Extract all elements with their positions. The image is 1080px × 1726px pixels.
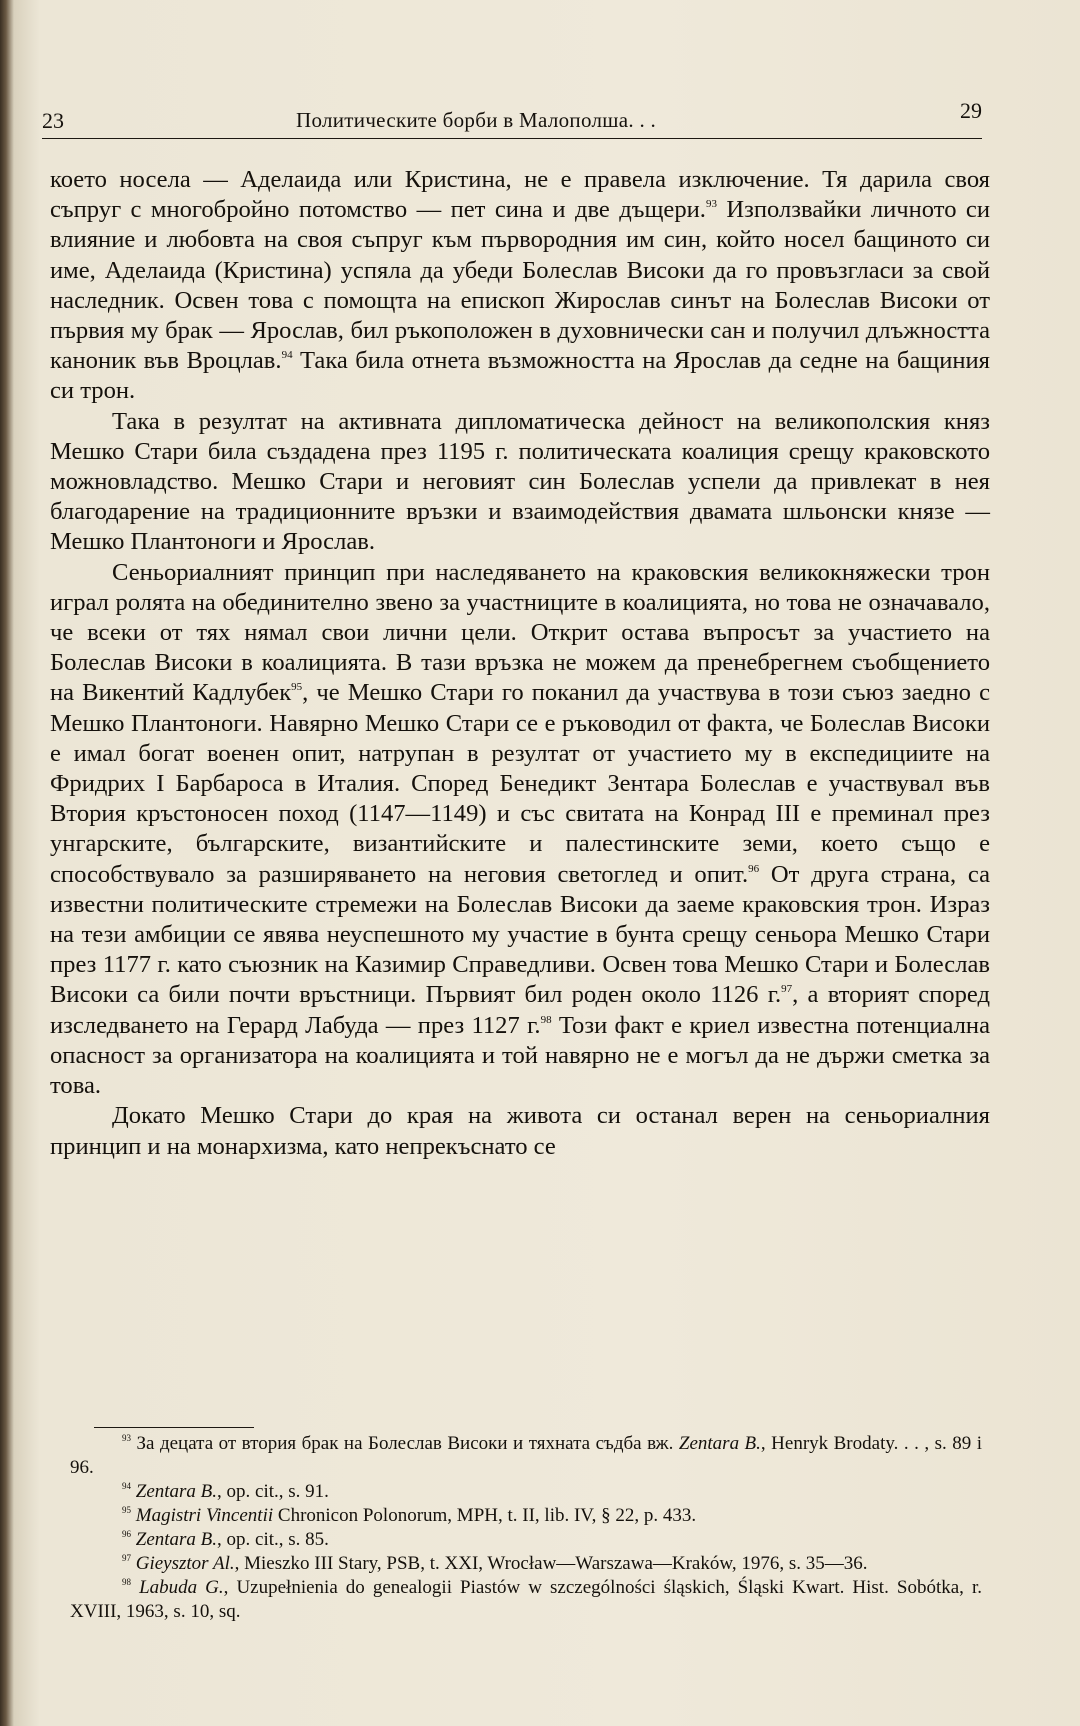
footnote-ref-96: 96 — [748, 862, 760, 875]
footnote-98: $^{98}$ Labuda G., Uzupełnienia do genealogii Piastów w szczególności śląskich, Śląski Kwart. Hist. Sobótka, r. XVIII, 1963, s. 10, sq. — [70, 1577, 982, 1622]
running-title: Политическите борби в Малополша. . . — [296, 108, 657, 132]
footnotes — [70, 1432, 982, 1624]
chapter-number: 23 — [42, 108, 64, 133]
running-header — [42, 98, 982, 139]
footnote-ref-98: 98 — [540, 1013, 552, 1026]
footnote-ref-97: 97 — [781, 983, 793, 996]
paragraph-2: Така в резултат на активната дипломатическа дейност на великополския княз Мешко Стари била създадена през 1195 г. политическата коалиция срещу краковското можновладство. Мешко Стари и неговият син Болеслав успели да привлекат в нея благодарение на традиционните връзки и взаимодействия двамата шльонски князе — Мешко Плантоноги и Ярослав. — [50, 407, 990, 556]
footnote-97: $^{97}$ Gieysztor Al., Mieszko III Stary, PSB, t. XXI, Wrocław—Warszawa—Kraków, 1976, s. 35—36. — [122, 1553, 868, 1574]
paragraph-1: което носела — Аделаида или Кристина, не е правела изключение. Тя дарила своя съпруг с многобройно потомство — пет сина и две дъщери.$^{93}$ Използвайки личното си влияние и любовта на своя съпруг към първородния им син, който носел бащиното си име, Аделаида (Кристина) успяла да убеди Болеслав Високи да го провъзгласи за свой наследник. Освен това с помощта на епископ Жирослав синът на Болеслав Високи от първия му брак — Ярослав, бил ръкоположен в духовнически сан и получил длъжността каноник във Вроцлав.$^{94}$ Така била отнета възможността на Ярослав да седне на бащиния си трон. — [50, 166, 990, 405]
footnote-95: $^{95}$ Magistri Vincentii Chronicon Polonorum, MPH, t. II, lib. IV, § 22, p. 433. — [122, 1505, 697, 1526]
paragraph-4: Докато Мешко Стари до края на живота си останал верен на сеньориалния принцип и на монархизма, като непрекъснато се — [50, 1102, 990, 1160]
main-text — [50, 165, 990, 1162]
footnote-94: $^{94}$ Zentara B., op. cit., s. 91. — [122, 1481, 329, 1502]
footnote-ref-95: 95 — [291, 681, 303, 694]
footnote-96: $^{96}$ Zentara B., op. cit., s. 85. — [122, 1529, 329, 1550]
paragraph-3: Сеньориалният принцип при наследяването на краковския великокняжески трон играл ролята на обединително звено за участниците в коалицията, но това не означавало, че всеки от тях нямал свои лични цели. Открит остава въпросът за участието на Болеслав Високи в коалицията. В тази връзка не можем да пренебрегнем съобщението на Викентий Кадлубек$^{95}$, че Мешко Стари го поканил да участвува в този съюз заедно с Мешко Плантоноги. Навярно Мешко Стари се е ръководил от факта, че Болеслав Високи е имал богат военен опит, натрупан в резултат от участието му в експедициите на Фридрих I Барбароса в Италия. Според Бенедикт Зентара Болеслав е участвувал във Втория кръстоносен поход (1147—1149) и със свитата на Конрад III е преминал през унгарските, българските, византийските и палестинските земи, което също е способствувало за разширяването на неговия светоглед и опит.$^{96}$ От друга страна, са известни политическите стремежи на Болеслав Високи да заеме краковския трон. Израз на тези амбиции се явява неуспешното му участие в бунта срещу сеньора Мешко Стари през 1177 г. като съюзник на Казимир Справедливи. Освен това Мешко Стари и Болеслав Високи са били почти връстници. Първият бил роден около 1126 г.$^{97}$, а вторият според изследването на Герард Лабуда — през 1127 г.$^{98}$ Този факт е криел известна потенциална опасност за организатора на коалицията и той навярно не е могъл да не държи сметка за това. — [50, 558, 990, 1100]
footnote-93: $^{93}$ За децата от втория брак на Болеслав Високи и тяхната съдба вж. Zentara B., Henryk Brodaty. . . , s. 89 i 96. — [70, 1433, 982, 1478]
footnote-divider — [94, 1427, 254, 1428]
page-number: 29 — [960, 98, 982, 123]
footnote-ref-93: 93 — [705, 198, 717, 211]
footnote-ref-94: 94 — [281, 349, 293, 362]
